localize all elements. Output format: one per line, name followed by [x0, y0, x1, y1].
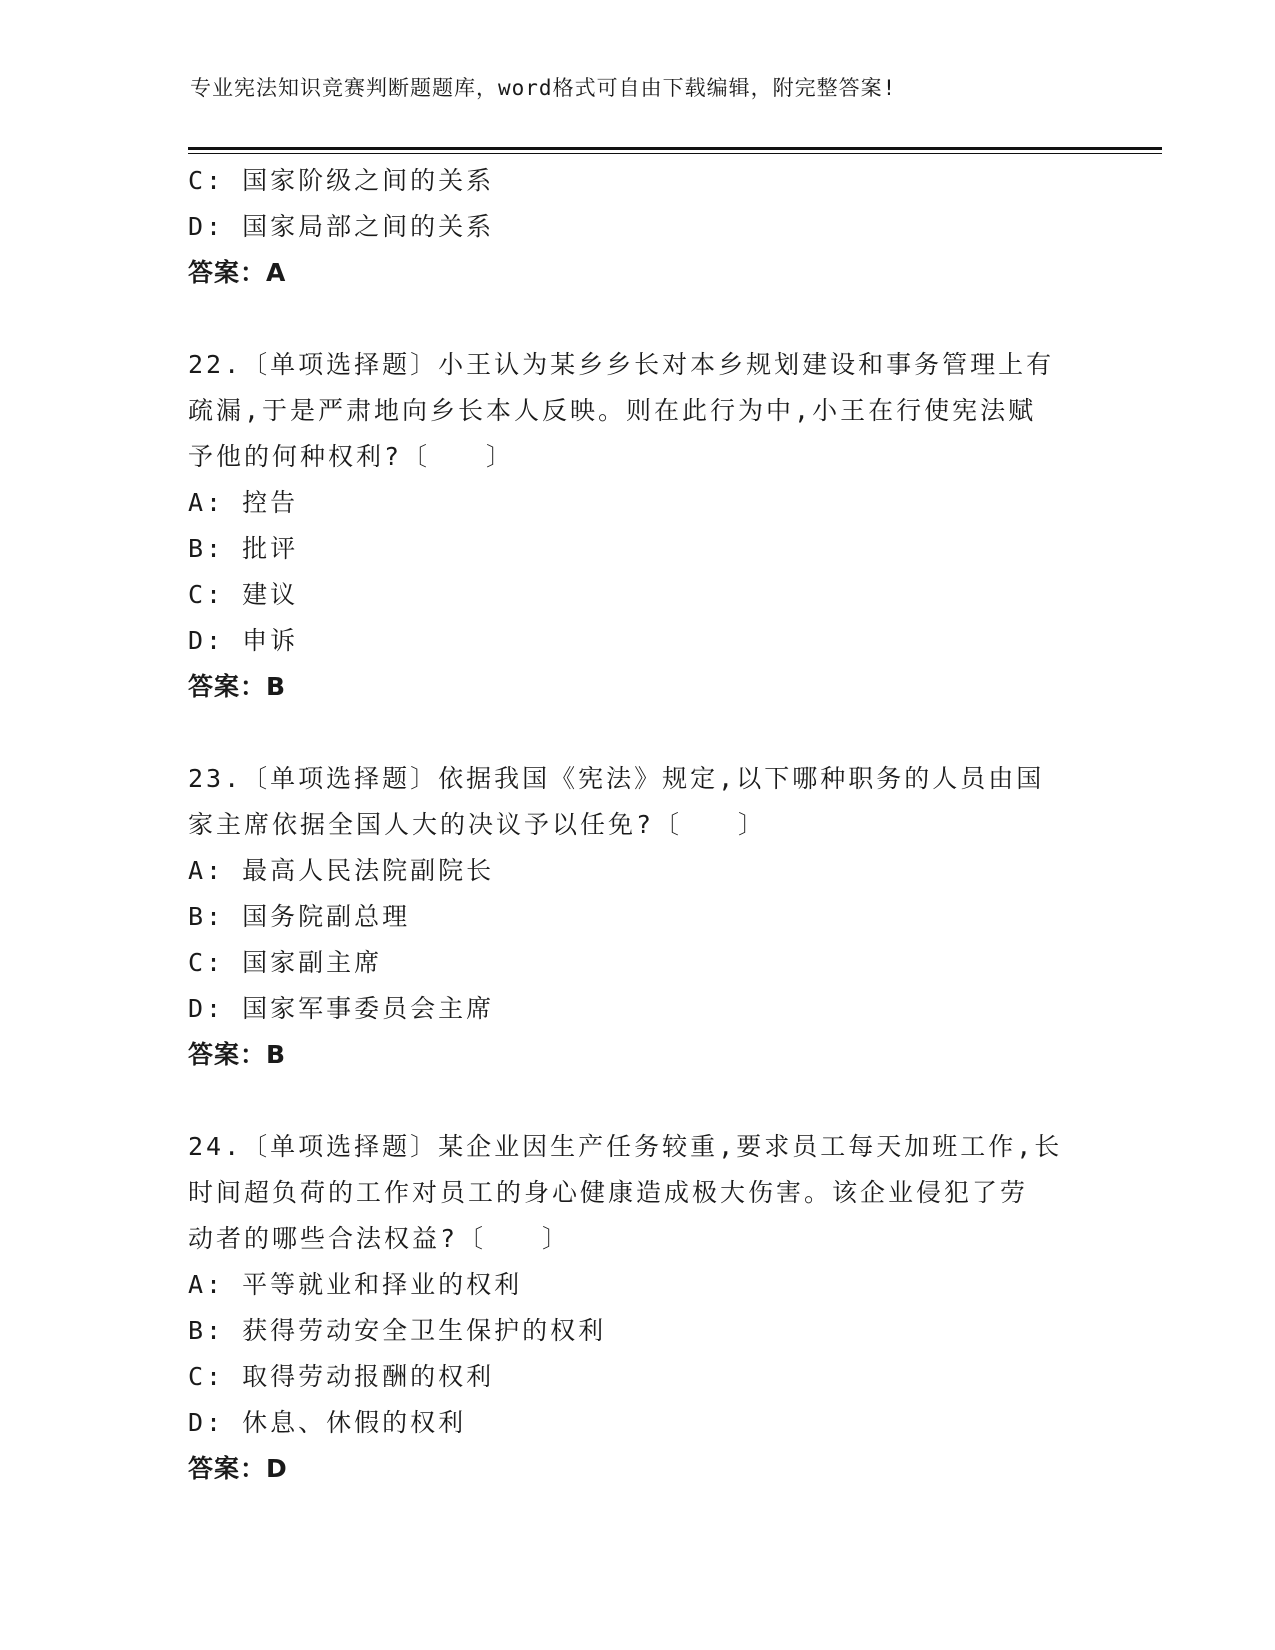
- option-letter: B:: [188, 1316, 225, 1345]
- option-text: 批评: [242, 534, 299, 563]
- option-text: 国家军事委员会主席: [242, 994, 495, 1023]
- option-item: [188, 1354, 1088, 1400]
- question-text-line: 24.〔单项选择题〕某企业因生产任务较重,要求员工每天加班工作,长: [188, 1132, 1063, 1161]
- option-item: [188, 480, 1088, 526]
- question-block: [188, 1124, 1088, 1492]
- option-text: 平等就业和择业的权利: [242, 1270, 523, 1299]
- option-text: 国家阶级之间的关系: [242, 166, 495, 195]
- option-text: 最高人民法院副院长: [242, 856, 495, 885]
- option-text: 建议: [242, 580, 299, 609]
- option-text: 国家副主席: [242, 948, 383, 977]
- question-text-line: 予他的何种权利?〔 〕: [188, 442, 515, 471]
- question-text-line: 动者的哪些合法权益?〔 〕: [188, 1224, 571, 1253]
- answer-line: 答案：D: [188, 1454, 288, 1483]
- question-block: [188, 342, 1088, 710]
- option-text: 获得劳动安全卫生保护的权利: [242, 1316, 607, 1345]
- option-item: [188, 1262, 1088, 1308]
- option-letter: A:: [188, 856, 225, 885]
- option-letter: D:: [188, 1408, 225, 1437]
- question-text-line: 22.〔单项选择题〕小王认为某乡乡长对本乡规划建设和事务管理上有: [188, 350, 1055, 379]
- option-text: 控告: [242, 488, 299, 517]
- question-text-line: 家主席依据全国人大的决议予以任免?〔 〕: [188, 810, 767, 839]
- question-text-line: 时间超负荷的工作对员工的身心健康造成极大伤害。该企业侵犯了劳: [188, 1178, 1029, 1207]
- option-letter: C:: [188, 1362, 225, 1391]
- question-block: [188, 756, 1088, 1078]
- answer-line: 答案：A: [188, 258, 287, 287]
- option-item: [188, 618, 1088, 664]
- option-item: [188, 572, 1088, 618]
- option-item: [188, 1308, 1088, 1354]
- option-letter: A:: [188, 488, 225, 517]
- option-item: [188, 894, 1088, 940]
- header-rule-thin: [188, 153, 1162, 154]
- option-letter: B:: [188, 902, 225, 931]
- option-item: [188, 526, 1088, 572]
- option-letter: D:: [188, 994, 225, 1023]
- option-text: 申诉: [242, 626, 299, 655]
- option-text: 国务院副总理: [242, 902, 411, 931]
- answer-line: 答案：B: [188, 672, 287, 701]
- page-header: 专业宪法知识竞赛判断题题库，word格式可自由下载编辑，附完整答案!: [190, 76, 897, 100]
- answer-line: 答案：B: [188, 1040, 287, 1069]
- header-rule-thick: [188, 147, 1162, 150]
- option-item: [188, 940, 1088, 986]
- option-letter: C:: [188, 948, 225, 977]
- option-letter: C:: [188, 166, 225, 195]
- option-text: 休息、休假的权利: [242, 1408, 467, 1437]
- option-text: 国家局部之间的关系: [242, 212, 495, 241]
- option-letter: D:: [188, 212, 225, 241]
- option-item: [188, 204, 1088, 250]
- option-letter: A:: [188, 1270, 225, 1299]
- option-item: [188, 986, 1088, 1032]
- option-letter: C:: [188, 580, 225, 609]
- option-letter: D:: [188, 626, 225, 655]
- option-text: 取得劳动报酬的权利: [242, 1362, 495, 1391]
- question-text-line: 疏漏,于是严肃地向乡长本人反映。则在此行为中,小王在行使宪法赋: [188, 396, 1037, 425]
- question-list: [188, 158, 1088, 1492]
- option-item: [188, 848, 1088, 894]
- option-item: [188, 158, 1088, 204]
- question-text-line: 23.〔单项选择题〕依据我国《宪法》规定,以下哪种职务的人员由国: [188, 764, 1045, 793]
- option-letter: B:: [188, 534, 225, 563]
- option-item: [188, 1400, 1088, 1446]
